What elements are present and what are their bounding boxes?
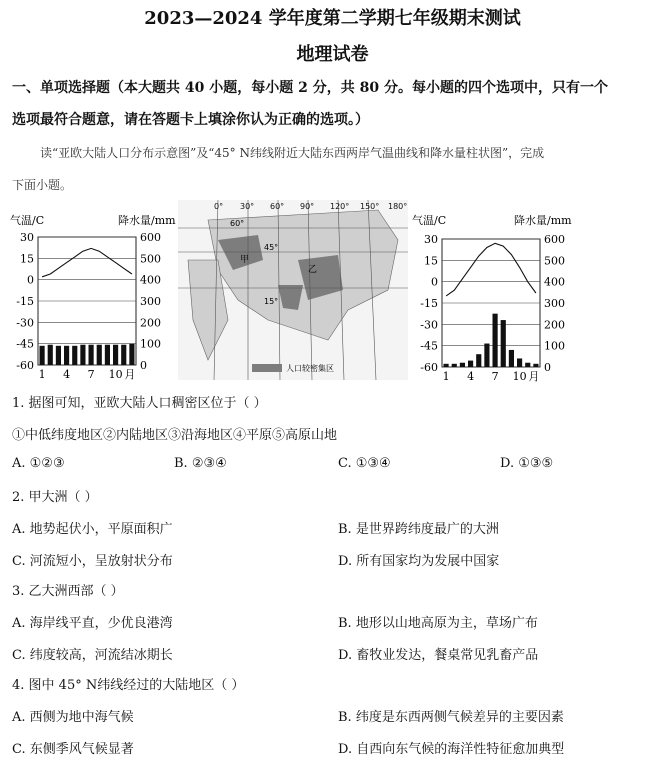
q4-stem: 4. 图中 45° N纬线经过的大陆地区（ ）: [12, 678, 245, 693]
lon-label: 90°: [300, 202, 315, 211]
lon-label: 120°: [330, 202, 350, 211]
q1-option-a[interactable]: A. ①②③: [12, 456, 65, 471]
month-tick-label: 4: [467, 370, 475, 383]
precip-tick-label: 100: [140, 337, 161, 351]
temp-tick-label: -60: [16, 359, 34, 372]
region-label-yi: 乙: [308, 265, 318, 275]
section-heading-line1: 一、单项选择题（本大题共 40 小题，每小题 2 分，共 80 分。每小题的四个选项中，只有一个: [12, 80, 608, 96]
legend-swatch: [252, 364, 282, 372]
q3-option-c[interactable]: C. 纬度较高，河流结冰期长: [12, 648, 173, 663]
precip-bar: [105, 345, 110, 365]
lon-label: 60°: [270, 202, 285, 211]
temp-tick-label: -45: [420, 339, 438, 353]
instruction-line2: 下面小题。: [12, 178, 73, 192]
right-precip-axis-label: 降水量/mm: [514, 214, 572, 227]
left-climate-chart: [8, 210, 176, 381]
temp-tick-label: -15: [420, 297, 438, 310]
lon-label: 30°: [240, 202, 255, 211]
temperature-line: [446, 243, 536, 296]
precip-tick-label: 400: [140, 273, 161, 287]
precip-bar: [80, 345, 85, 365]
precip-bar: [509, 350, 514, 367]
temp-tick-label: -60: [420, 361, 438, 374]
precip-bar: [97, 345, 102, 365]
month-tick-label: 1: [442, 370, 450, 383]
precip-bar: [484, 344, 489, 367]
temp-tick-label: -30: [420, 318, 438, 332]
q3-stem: 3. 乙大洲西部（ ）: [12, 584, 124, 599]
q1-stem: 1. 据图可知，亚欧大陆人口稠密区位于（ ）: [12, 396, 267, 411]
instruction-line1: 读“亚欧大陆人口分布示意图”及“45° N纬线附近大陆东西两岸气温曲线和降水量柱状图”，完成: [40, 146, 545, 160]
precip-bar: [89, 345, 94, 365]
legend-label: 人口较密集区: [286, 364, 334, 373]
right-climate-chart: [410, 210, 580, 385]
lat-label-15: 15°: [264, 297, 279, 306]
month-tick-label: 4: [63, 368, 71, 381]
q3-option-a[interactable]: A. 海岸线平直，少优良港湾: [12, 616, 173, 631]
q2-option-a[interactable]: A. 地势起伏小，平原面积广: [12, 522, 173, 537]
q2-option-d[interactable]: D. 所有国家均为发展中国家: [338, 554, 500, 569]
q4-option-d[interactable]: D. 自西向东气候的海洋性特征愈加典型: [338, 742, 565, 757]
temp-tick-label: 15: [424, 254, 438, 268]
precip-bar: [493, 314, 498, 367]
precip-bar: [121, 345, 126, 365]
precip-tick-label: 100: [544, 339, 565, 353]
precip-bar: [48, 345, 53, 365]
eurasia-population-map: [178, 200, 408, 380]
temp-tick-label: -45: [16, 337, 34, 351]
temp-tick-label: -30: [16, 316, 34, 330]
precip-bar: [476, 354, 481, 367]
q1-extra: ①中低纬度地区②内陆地区③沿海地区④平原⑤高原山地: [12, 428, 338, 443]
lon-label: 180°: [388, 202, 408, 211]
precip-bar: [40, 346, 45, 365]
precip-bar: [64, 346, 69, 365]
month-tick-label: 10: [512, 370, 527, 383]
precip-bar: [525, 363, 530, 367]
q3-option-d[interactable]: D. 畜牧业发达，餐桌常见乳畜产品: [338, 648, 539, 663]
lat-label-45: 45°: [264, 243, 279, 252]
exam-subtitle: 地理试卷: [296, 44, 369, 65]
precip-bar: [72, 346, 77, 365]
precip-tick-label: 600: [140, 231, 161, 244]
month-tick-label: 月: [124, 368, 136, 381]
precip-bar: [129, 344, 134, 365]
q2-stem: 2. 甲大洲（ ）: [12, 490, 98, 505]
precip-tick-label: 200: [140, 316, 161, 330]
region-label-jia: 甲: [240, 255, 250, 265]
precip-tick-label: 200: [544, 318, 565, 332]
left-precip-axis-label: 降水量/mm: [118, 214, 176, 227]
precip-bar: [533, 364, 538, 367]
lon-label: 0°: [214, 202, 224, 211]
temp-tick-label: 0: [27, 273, 34, 287]
month-tick-label: 10: [108, 368, 123, 381]
q4-option-c[interactable]: C. 东侧季风气候显著: [12, 742, 134, 757]
q2-option-b[interactable]: B. 是世界跨纬度最广的大洲: [338, 522, 499, 537]
month-tick-label: 7: [491, 370, 499, 383]
q3-option-b[interactable]: B. 地形以山地高原为主，草场广布: [338, 616, 538, 631]
temp-tick-label: -15: [16, 295, 34, 308]
precip-bar: [444, 364, 449, 367]
month-tick-label: 1: [38, 368, 46, 381]
exam-title: 2023—2024 学年度第二学期七年级期末测试: [144, 8, 521, 29]
q4-option-a[interactable]: A. 西侧为地中海气候: [12, 710, 134, 725]
temp-tick-label: 30: [424, 233, 438, 246]
precip-tick-label: 600: [544, 233, 565, 246]
temp-tick-label: 30: [20, 231, 34, 244]
q4-option-b[interactable]: B. 纬度是东西两侧气候差异的主要因素: [338, 710, 564, 725]
q2-option-c[interactable]: C. 河流短小，呈放射状分布: [12, 554, 173, 569]
right-temp-axis-label: 气温/C: [412, 214, 447, 227]
precip-bar: [452, 364, 457, 367]
temp-tick-label: 15: [20, 252, 34, 266]
lon-label: 150°: [360, 202, 380, 211]
temperature-line: [42, 248, 132, 276]
map-svg: [178, 200, 408, 380]
q1-option-d[interactable]: D. ①③⑤: [500, 456, 554, 471]
lat-label-60: 60°: [230, 219, 245, 228]
precip-bar: [501, 320, 506, 367]
temp-tick-label: 0: [431, 275, 438, 289]
precip-bar: [468, 361, 473, 367]
precip-tick-label: 500: [140, 252, 161, 266]
precip-tick-label: 300: [544, 297, 565, 310]
precip-bar: [113, 345, 118, 365]
precip-bar: [56, 346, 61, 365]
precip-tick-label: 0: [544, 361, 551, 374]
q1-option-b[interactable]: B. ②③④: [174, 456, 227, 471]
left-temp-axis-label: 气温/C: [10, 214, 45, 227]
precip-tick-label: 400: [544, 275, 565, 289]
precip-bar: [460, 363, 465, 367]
precip-tick-label: 300: [140, 295, 161, 308]
q1-option-c[interactable]: C. ①③④: [338, 456, 391, 471]
month-tick-label: 月: [528, 370, 540, 383]
section-heading-line2: 选项最符合题意，请在答题卡上填涂你认为正确的选项。）: [12, 112, 369, 128]
precip-bar: [517, 358, 522, 367]
month-tick-label: 7: [87, 368, 95, 381]
precip-tick-label: 500: [544, 254, 565, 268]
precip-tick-label: 0: [140, 359, 147, 372]
